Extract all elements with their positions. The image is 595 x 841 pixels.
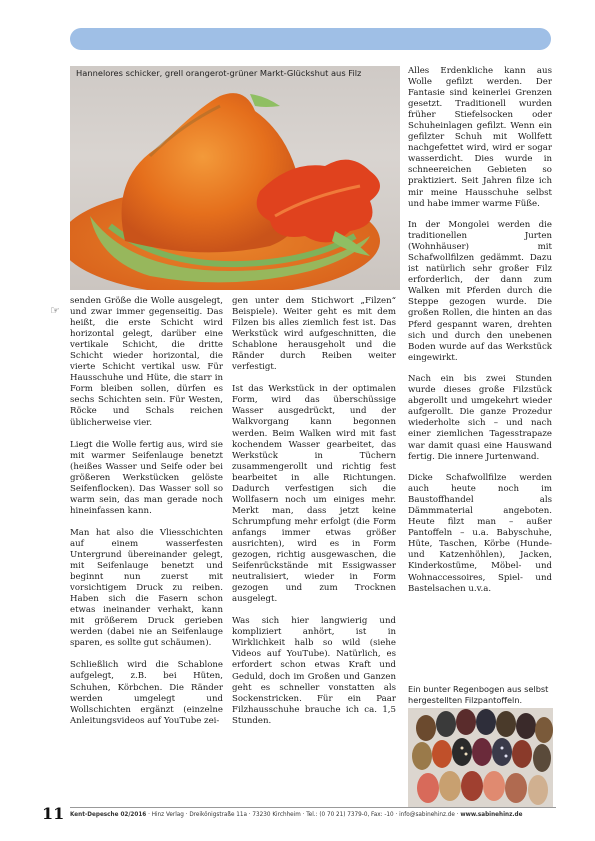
paragraph: Dicke Schafwollfilze werden auch heute noch im Baustoffhandel als Dämmmaterial angeboten. Heute filzt man – außer Pantoffeln – u.a. Babyschuhe, Hüte, Taschen, Körbe (Hunde- und Katzenhöhlen), Jacken, Kinderkostüme, Möbel- und Wohnaccessoires, Spiel- und Bastelsachen u.v.a. [408, 473, 552, 594]
paragraph: Liegt die Wolle fertig aus, wird sie mit warmer Seifenlauge benetzt (heißes Wasser und Seife oder bei größeren Werkstücken gelöste Seifenflocken). Das Wasser soll so warm sein, das man gerade noch hineinfassen kann. [70, 439, 223, 516]
footer-issue: Kent-Depesche 02/2016 [70, 812, 147, 818]
pointer-hand-icon: ☞ [50, 304, 60, 317]
article-column-2 [232, 296, 396, 738]
footer-publisher: · Hinz Verlag · Dreikönigstraße 11a · 73230 Kirchheim · Tel.: (0 70 21) 7379-0, Fax: -10 · info@sabinehinz.de · [146, 812, 461, 818]
footer-website: www.sabinehinz.de [460, 812, 523, 818]
felt-slippers-photo [408, 708, 553, 807]
paragraph: Man hat also die Vliesschichten auf einem wasserfesten Untergrund übereinander gelegt, mit Seifenlauge benetzt und beginnt nun zuerst mit vorsichtigem Druck zu reiben. Haben sich die Fasern schon etwas ineinander verhakt, kann mit größerem Druck gerieben werden (dabei nie an Seifenlauge sparen, es sollte gut schäumen). [70, 527, 223, 649]
article-column-3 [408, 66, 552, 605]
felt-slippers-illustration [408, 708, 553, 807]
paragraph: Ist das Werkstück in der optimalen Form, wird das überschüssige Wasser ausgedrückt, und der Walkvorgang kann begonnen werden. Beim Walken wird mit fast kochendem Wasser gearbeitet, das Werkstück in Tüchern zusammengerollt und richtig fest bearbeitet in alle Richtungen. Dadurch verfestigen sich die Wollfasern noch um einiges mehr. Merkt man, dass jetzt keine Schrumpfung mehr erfolgt (die Form anfangs immer etwas größer ausrichten), wird es in Form gezogen, richtig ausgewaschen, die Seifenrückstände mit Essigwasser neutralisiert, wieder in Form gezogen und zum Trocknen ausgelegt. [232, 384, 396, 605]
paragraph: senden Größe die Wolle ausgelegt, und zwar immer gegenseitig. Das heißt, die erste Schicht wird horizontal gelegt, darüber eine vertikale Schicht, die dritte Schicht wieder horizontal, die vierte Schicht vertikal usw. Für Hausschuhe und Hüte, die starr in Form bleiben sollen, dürfen es sechs Schichten sein. Für Westen, Röcke und Schals reichen üblicherweise vier. [70, 296, 223, 428]
paragraph: In der Mongolei werden die traditionellen Jurten (Wohnhäuser) mit Schafwollfilzen gedämmt. Dazu ist natürlich sehr großer Filz erforderlich, der dann zum Walken mit Pferden durch die Steppe gezogen wurde. Die großen Rollen, die hinten an das Pferd gespannt waren, drehten sich und durch den unebenen Boden wurde auf das Werkstück eingewirkt. [408, 220, 552, 363]
slippers-photo-caption: Ein bunter Regenbogen aus selbst hergestellten Filzpantoffeln. [408, 684, 549, 705]
page-number: 11 [42, 804, 65, 823]
article-column-1 [70, 296, 223, 738]
paragraph: Schließlich wird die Schablone aufgelegt, z.B. bei Hüten, Schuhen, Körbchen. Die Ränder werden umgelegt und Wollschichten ergänzt (einzelne Anleitungsvideos auf YouTube zei- [70, 660, 223, 726]
paragraph: gen unter dem Stichwort „Filzen“ Beispiele). Weiter geht es mit dem Filzen bis alles ziemlich fest ist. Das Werkstück wird aufgeschnitten, die Schablone herausgeholt und die Ränder durch Reiben weiter verfestigt. [232, 296, 396, 373]
paragraph: Alles Erdenkliche kann aus Wolle gefilzt werden. Der Fantasie sind keinerlei Grenzen gesetzt. Traditionell wurden früher Stiefelsocken oder Schuheinlagen gefilzt. Wenn ein gefilzter Schuh mit Wollfett nachgefettet wird, wird er sogar wasserdicht. Dies wurde in schneereichen Gebieten so praktiziert. Seit Jahren filze ich mir meine Hausschuhe selbst und habe immer warme Füße. [408, 66, 552, 209]
header-bar [70, 28, 551, 50]
paragraph: Was sich hier langwierig und kompliziert anhört, ist in Wirklichkeit halb so wild (siehe Videos auf YouTube). Natürlich, es erfordert schon etwas Kraft und Geduld, doch im Großen und Ganzen geht es schneller vonstatten als Sockenstricken. Für ein Paar Filzhausschuhe brauche ich ca. 1,5 Stunden. [232, 616, 396, 726]
felt-hat-photo [70, 66, 400, 290]
photo-caption: Hannelores schicker, grell orangerot-grüner Markt-Glückshut aus Filz [76, 68, 362, 78]
felt-hat-illustration [70, 66, 400, 290]
footer-rule [70, 807, 556, 808]
paragraph: Nach ein bis zwei Stunden wurde dieses große Filzstück abgerollt und umgekehrt wieder aufgerollt. Die ganze Prozedur wiederholte sich – und nach einer ziemlichen Tagesstrapaze war damit quasi eine Hauswand fertig. Die innere Jurtenwand. [408, 374, 552, 462]
footer [70, 812, 560, 818]
